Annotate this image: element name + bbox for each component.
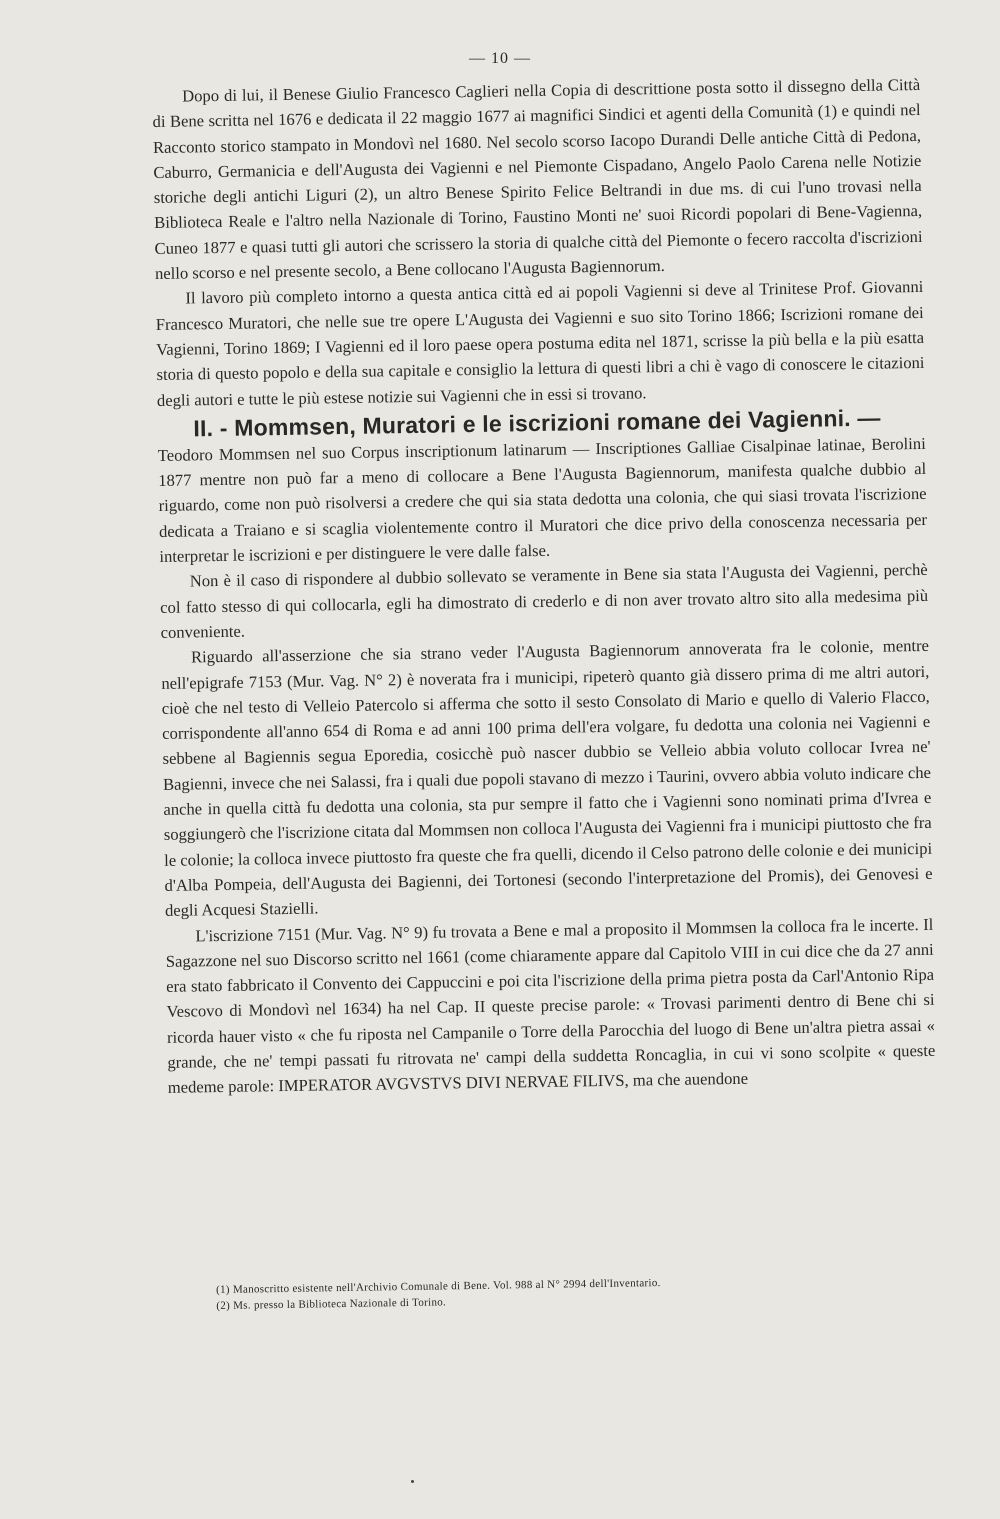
section-heading: II. - Mommsen, Muratori e le iscrizioni romane dei Vagienni. — xyxy=(193,404,881,442)
paper-speck xyxy=(411,1480,414,1483)
paragraph-dubbio: Non è il caso di rispondere al dubbio sollevato se veramente in Bene sia stata l'Augusta dei Vagienni, perchè col fatto stesso di qui collocarla, egli ha dimostrato di crederlo e di non aver trovato altro sito alla medesima più conveniente. xyxy=(160,560,929,642)
page-number: — 10 — xyxy=(469,50,531,67)
footnotes xyxy=(216,1273,816,1314)
footnote-1: (1) Manoscritto esistente nell'Archivio Comunale di Bene. Vol. 988 al N° 2994 dell'Inventario. xyxy=(216,1277,661,1296)
footnote-2: (2) Ms. presso la Biblioteca Nazionale di Torino. xyxy=(216,1296,447,1312)
paragraph-mommsen: Teodoro Mommsen nel suo Corpus inscriptionum latinarum — Inscriptiones Galliae Cisalpinae latinae, Berolini 1877 mentre non può far a meno di collocare a Bene l'Augusta Bagiennorum, manifesta qualche dubbio al riguardo, come non può risolversi a credere che qui sia stata dedotta una colonia, che qui siasi trovata l'iscrizione dedicata a Traiano e si scaglia violentemente contro il Muratori che dice privo della conoscenza necessaria per interpretar le iscrizioni e per distinguere le vere dalle false. xyxy=(157,433,928,566)
paragraph-iscrizione: L'iscrizione 7151 (Mur. Vag. N° 9) fu trovata a Bene e mal a proposito il Mommsen la colloca fra le incerte. Il Sagazzone nel suo Discorso scritto nel 1661 (come chiaramente appare dal Capitolo VIII in cui dice che da 27 anni era stato fabbricato il Convento dei Cappuccini e poi cita l'iscrizione della prima pietra posta da Carl'Antonio Ripa Vescovo di Mondovì nel 1634) ha nel Cap. II queste precise parole: « Trovasi parimenti dentro di Bene chi si ricorda hauer visto « che fu riposta nel Campanile o Torre della Parocchia del luogo di Bene un'altra pietra assai « grande, che ne' tempi passati fu ritrovata ne' campi della suddetta Roncaglia, in cui vi sono scolpite « queste medeme parole: IMPERATOR AVGVSTVS DIVI NERVAE FILIVS, ma che auendone xyxy=(165,914,936,1098)
paragraph-muratori: Il lavoro più completo intorno a questa antica città ed ai popoli Vagienni si deve al Trinitese Prof. Giovanni Francesco Muratori, che nelle sue tre opere L'Augusta dei Vagienni e suo sito Torino 1866; Iscrizioni romane dei Vagienni, Torino 1869; I Vagienni ed il loro paese opera postuma edita nel 1871, scrisse la più bella e la più esatta storia di questo popolo e della sua capitale e consiglio la lettura di questi libri a chi è vago di conoscere le citazioni degli autori e tutte le più estese notizie sui Vagienni che in essi si trovano. xyxy=(155,277,925,410)
paragraph-colonie: Riguardo all'asserzione che sia strano veder l'Augusta Bagiennorum annoverata fra le colonie, mentre nell'epigrafe 7153 (Mur. Vag. N° 2) è noverata fra i municipi, ripeterò quanto già dissero prima di me altri autori, cioè che nel testo di Velleio Patercolo si afferma che sotto il sesto Consolato di Mario e quello di Valerio Flacco, corrispondente all'anno 654 di Roma e ad anni 100 prima dell'era volgare, fu dedotta una colonia nei Vagienni e sebbene al Bagiennis segua Eporedia, cosicchè può nascer dubbio se Velleio abbia voluto collocar Ivrea ne' Bagienni, invece che nei Salassi, fra i quali due popoli stavano di mezzo i Taurini, ovvero abbia voluto indicare che anche in quella città fu dedotta una colonia, sta pur sempre il fatto che i Vagienni sono nominati prima d'Ivrea e soggiungerò che l'iscrizione citata dal Mommsen non colloca l'Augusta dei Vagienni fra i municipi piuttosto che fra le colonie; la colloca invece piuttosto fra queste che fra quelli, dicendo il Celso patrono delle colonie e dei municipi d'Alba Pompeia, dell'Augusta dei Bagienni, dei Tortonesi (secondo l'interpretazione del Promis), dei Genovesi e degli Acquesi Stazielli. xyxy=(161,636,933,921)
paragraph-sources: Dopo di lui, il Benese Giulio Francesco Caglieri nella Copia di descrittione posta sotto il dissegno della Città di Bene scritta nel 1676 e dedicata il 22 maggio 1677 ai magnifici Sindici et agenti della Comunità (1) e quindi nel Racconto storico stampato in Mondovì nel 1680. Nel secolo scorso Iacopo Durandi Delle antiche Città di Pedona, Caburro, Germanicia e dell'Augusta dei Vagienni e nel Piemonte Cispadano, Angelo Paolo Carena nelle Notizie storiche degli antichi Liguri (2), un altro Benese Spirito Felice Beltrandi in due ms. di cui l'uno trovasi nella Biblioteca Reale e l'altro nella Nazionale di Torino, Faustino Monti ne' suoi Ricordi popolari di Bene-Vagienna, Cuneo 1877 e quasi tutti gli autori che scrissero la storia di qualche città del Piemonte o fecero raccolta d'iscrizioni nello scorso e nel presente secolo, a Bene collocano l'Augusta Bagiennorum. xyxy=(152,74,923,284)
body-text xyxy=(152,72,936,1101)
